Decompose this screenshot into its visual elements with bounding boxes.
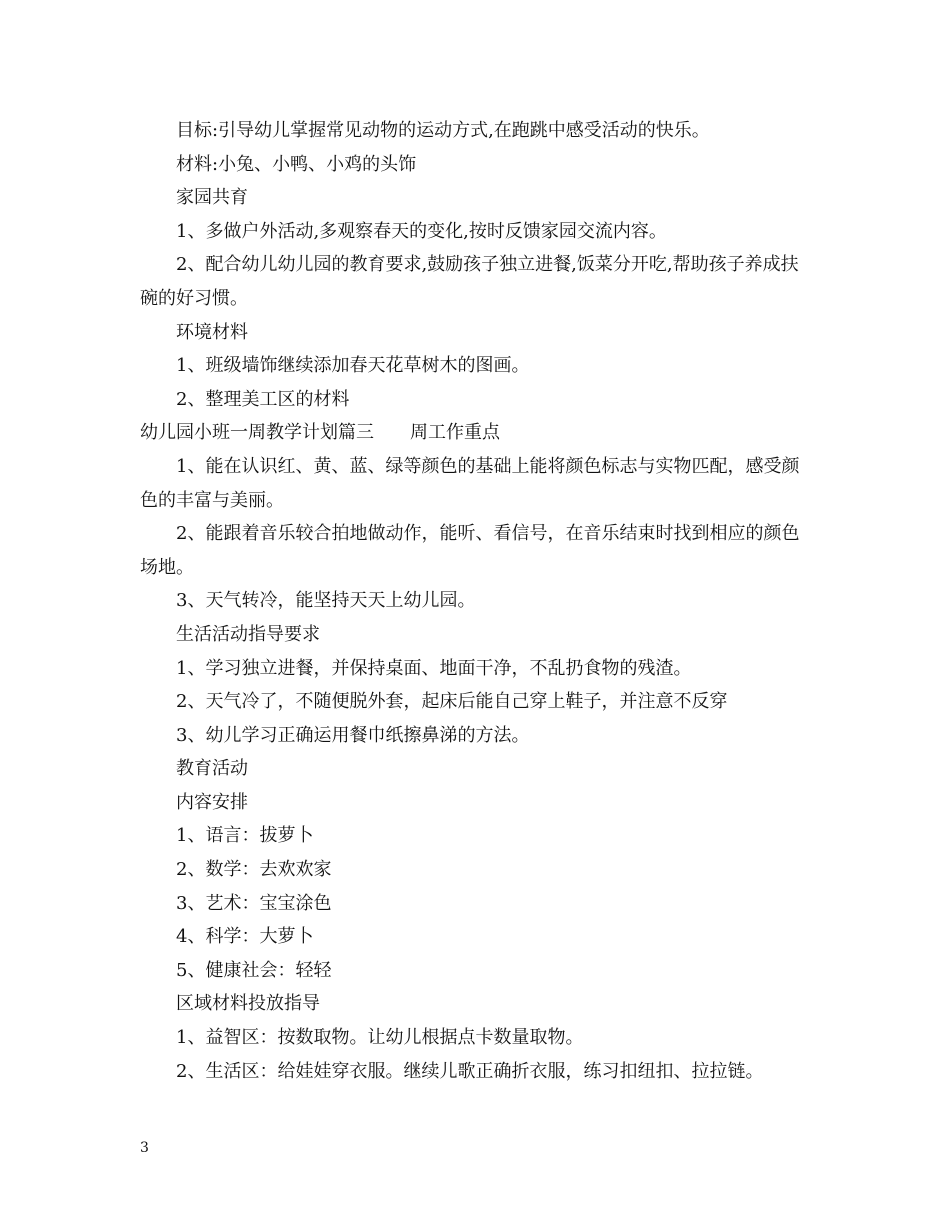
section-title: 幼儿园小班一周教学计划篇三 周工作重点 — [140, 422, 500, 444]
list-item: 4、科学：大萝卜 — [176, 926, 314, 948]
list-item: 1、能在认识红、黄、蓝、绿等颜色的基础上能将颜色标志与实物匹配，感受颜色的丰富与美丽。 — [140, 455, 800, 511]
list-item: 1、学习独立进餐，并保持桌面、地面干净，不乱扔食物的残渣。 — [176, 657, 692, 679]
heading-home-school: 家园共育 — [176, 187, 248, 209]
list-item: 3、幼儿学习正确运用餐巾纸擦鼻涕的方法。 — [176, 724, 530, 746]
heading-education: 教育活动 — [176, 758, 248, 780]
list-item: 2、整理美工区的材料 — [176, 388, 350, 410]
heading-content-plan: 内容安排 — [176, 791, 248, 813]
list-item: 1、益智区：按数取物。让幼儿根据点卡数量取物。 — [176, 1027, 584, 1049]
list-item: 1、多做户外活动,多观察春天的变化,按时反馈家园交流内容。 — [176, 220, 667, 242]
page-number: 3 — [140, 1140, 149, 1156]
heading-daily-life: 生活活动指导要求 — [176, 623, 320, 645]
document-body — [140, 114, 810, 1088]
list-item: 2、配合幼儿幼儿园的教育要求,鼓励孩子独立进餐,饭菜分开吃,帮助孩子养成扶碗的好习惯。 — [140, 254, 799, 309]
paragraph-materials: 材料:小兔、小鸭、小鸡的头饰 — [176, 153, 417, 175]
list-item: 2、数学：去欢欢家 — [176, 859, 332, 881]
list-item: 2、生活区：给娃娃穿衣服。继续儿歌正确折衣服，练习扣纽扣、拉拉链。 — [176, 1060, 764, 1082]
heading-area-materials: 区域材料投放指导 — [176, 993, 320, 1015]
paragraph-goal: 目标:引导幼儿掌握常见动物的运动方式,在跑跳中感受活动的快乐。 — [176, 120, 710, 141]
list-item: 1、班级墙饰继续添加春天花草树木的图画。 — [176, 355, 530, 377]
list-item: 1、语言：拔萝卜 — [176, 825, 314, 847]
list-item: 2、天气冷了，不随便脱外套，起床后能自己穿上鞋子，并注意不反穿 — [176, 691, 728, 713]
list-item: 5、健康社会：轻轻 — [176, 959, 332, 981]
list-item: 2、能跟着音乐较合拍地做动作，能听、看信号，在音乐结束时找到相应的颜色场地。 — [140, 523, 800, 578]
heading-environment: 环境材料 — [176, 321, 248, 343]
list-item: 3、天气转冷，能坚持天天上幼儿园。 — [176, 590, 476, 612]
list-item: 3、艺术：宝宝涂色 — [176, 892, 332, 914]
